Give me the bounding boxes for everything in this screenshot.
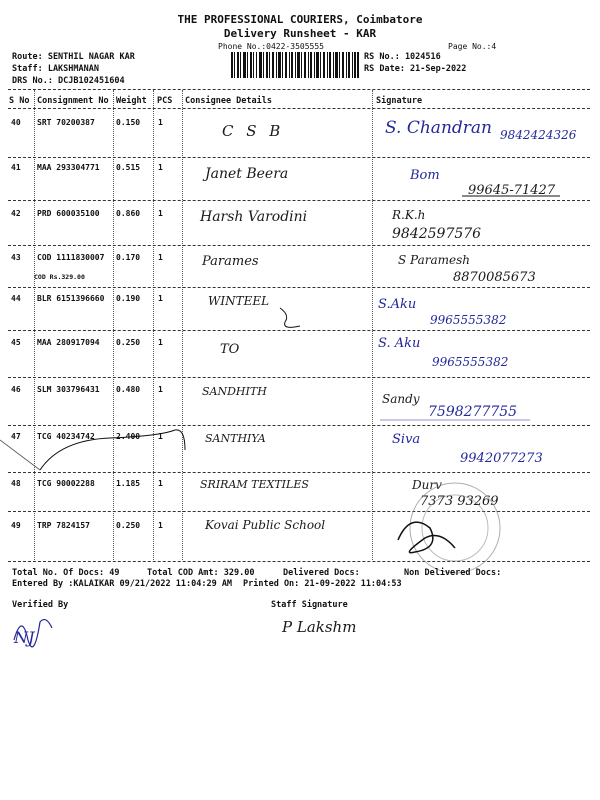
row-sno: 44 xyxy=(11,294,21,303)
row-weight: 0.190 xyxy=(116,294,141,303)
row-consignment: BLR 6151396660 xyxy=(37,294,105,303)
col-pcs: PCS xyxy=(157,96,173,106)
col-weight: Weight xyxy=(116,96,147,106)
row-consignment: PRD 600035100 xyxy=(37,209,100,218)
consignee-handwritten: SANDHITH xyxy=(202,385,267,398)
phone-handwritten: 9842597576 xyxy=(392,226,482,242)
row-weight: 0.170 xyxy=(116,253,141,262)
staff-signature: P Lakshm xyxy=(282,618,357,636)
row-pcs: 1 xyxy=(158,521,163,530)
consignee-handwritten: Parames xyxy=(202,254,259,269)
row-sno: 46 xyxy=(11,385,21,394)
row-consignment: TCG 90002288 xyxy=(37,479,95,488)
phone-handwritten: 7373 93269 xyxy=(420,494,499,509)
row-pcs: 1 xyxy=(158,432,163,441)
row-weight: 0.250 xyxy=(116,521,141,530)
consignee-handwritten: SRIRAM TEXTILES xyxy=(200,478,309,491)
row-consignment: SLM 303796431 xyxy=(37,385,100,394)
total-cod: Total COD Amt: 329.00 xyxy=(147,568,255,578)
row-weight: 0.860 xyxy=(116,209,141,218)
phone-handwritten: 8870085673 xyxy=(453,270,536,285)
row-pcs: 1 xyxy=(158,163,163,172)
rs-date: RS Date: 21-Sep-2022 xyxy=(364,64,467,74)
runsheet-subtitle: Delivery Runsheet - KAR xyxy=(223,27,377,40)
signature-handwritten: Siva xyxy=(392,432,421,447)
consignee-handwritten: Kovai Public School xyxy=(205,518,326,532)
consignee-handwritten: Janet Beera xyxy=(205,166,289,182)
phone-handwritten: 9965555382 xyxy=(430,313,507,327)
verified-by-label: Verified By xyxy=(12,600,69,610)
row-sno: 40 xyxy=(11,118,21,127)
phone-handwritten: 7598277755 xyxy=(428,404,518,420)
phone-handwritten: 9965555382 xyxy=(432,355,509,369)
phone-handwritten: 99645-71427 xyxy=(468,183,556,198)
page-number: Page No.:4 xyxy=(448,42,497,51)
col-signature: Signature xyxy=(376,96,423,106)
phone-number: Phone No.:0422-3505555 xyxy=(218,42,324,51)
signature-handwritten: R.K.h xyxy=(392,208,426,222)
signature-handwritten: S.Aku xyxy=(378,297,417,312)
row-sno: 42 xyxy=(11,209,21,218)
signature-handwritten: Bom xyxy=(410,168,440,183)
row-sno: 49 xyxy=(11,521,21,530)
company-title: THE PROFESSIONAL COURIERS, Coimbatore xyxy=(177,13,423,26)
col-sno: S No xyxy=(9,96,30,106)
row-pcs: 1 xyxy=(158,338,163,347)
entered-by: Entered By :KALAIKAR 09/21/2022 11:04:29 AM xyxy=(12,579,233,589)
rs-number: RS No.: 1024516 xyxy=(364,52,441,62)
signature-handwritten: Durv xyxy=(412,478,442,492)
drs-number: DRS No.: DCJB102451604 xyxy=(12,76,125,86)
consignee-handwritten: Harsh Varodini xyxy=(200,209,308,225)
delivered-docs: Delivered Docs: xyxy=(283,568,360,578)
row-pcs: 1 xyxy=(158,479,163,488)
row-pcs: 1 xyxy=(158,294,163,303)
row-pcs: 1 xyxy=(158,385,163,394)
staff-signature-label: Staff Signature xyxy=(271,600,348,610)
row-sno: 43 xyxy=(11,253,21,262)
row-sno: 47 xyxy=(11,432,21,441)
signature-handwritten: S. Aku xyxy=(378,336,421,351)
non-delivered-docs: Non Delivered Docs: xyxy=(404,568,502,578)
phone-handwritten: 9942077273 xyxy=(460,451,543,466)
row-consignment: SRT 70200387 xyxy=(37,118,95,127)
row-weight: 0.480 xyxy=(116,385,141,394)
row-weight: 0.250 xyxy=(116,338,141,347)
consignee-handwritten: TO xyxy=(220,342,240,357)
total-docs: Total No. Of Docs: 49 xyxy=(12,568,120,578)
signature-handwritten: S Paramesh xyxy=(398,253,470,267)
consignee-handwritten: WINTEEL xyxy=(208,294,270,308)
row-pcs: 1 xyxy=(158,209,163,218)
signature-handwritten: S. Chandran xyxy=(385,118,492,138)
row-sno: 48 xyxy=(11,479,21,488)
verified-signature: NJ xyxy=(14,628,35,647)
consignee-handwritten: C S B xyxy=(222,122,285,140)
row-weight: 0.515 xyxy=(116,163,141,172)
phone-handwritten: 9842424326 xyxy=(500,128,577,142)
cod-amount: COD Rs.329.00 xyxy=(34,273,85,281)
signature-handwritten: Sandy xyxy=(382,392,420,406)
row-sno: 41 xyxy=(11,163,21,172)
staff-label: Staff: LAKSHMANAN xyxy=(12,64,99,74)
col-consignee: Consignee Details xyxy=(185,96,272,106)
row-pcs: 1 xyxy=(158,253,163,262)
row-consignment: MAA 293304771 xyxy=(37,163,100,172)
row-consignment: TCG 40234742 xyxy=(37,432,95,441)
row-weight: 1.185 xyxy=(116,479,141,488)
col-consignment: Consignment No xyxy=(37,96,109,106)
route-label: Route: SENTHIL NAGAR KAR xyxy=(12,52,135,62)
row-consignment: MAA 280917094 xyxy=(37,338,100,347)
row-weight: 2.400 xyxy=(116,432,141,441)
row-consignment: COD 1111830007 xyxy=(37,253,105,262)
row-pcs: 1 xyxy=(158,118,163,127)
printed-on: Printed On: 21-09-2022 11:04:53 xyxy=(243,579,402,589)
row-sno: 45 xyxy=(11,338,21,347)
consignee-handwritten: SANTHIYA xyxy=(205,432,266,445)
row-consignment: TRP 7824157 xyxy=(37,521,90,530)
row-weight: 0.150 xyxy=(116,118,141,127)
